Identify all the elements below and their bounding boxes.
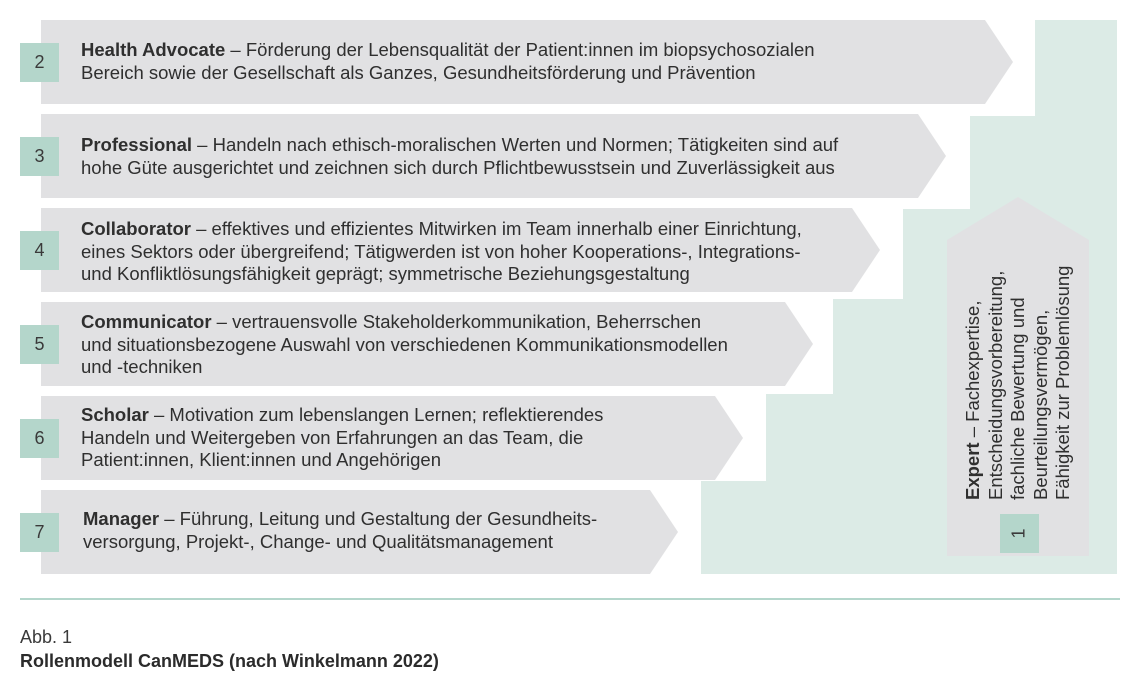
role-number-box bbox=[20, 137, 59, 176]
role-text-first: – effektives und effizientes Mitwirken im Team innerhalb einer Einrichtung, bbox=[190, 218, 802, 239]
expert-line-0: – Fachexpertise, bbox=[962, 300, 983, 443]
role-description bbox=[83, 508, 597, 553]
expert-line-3: Beurteilungsvermögen, bbox=[1029, 309, 1051, 500]
role-text-line bbox=[81, 134, 838, 157]
role-number-box bbox=[20, 513, 59, 552]
caption-divider bbox=[20, 598, 1120, 600]
role-text-line: versorgung, Projekt-, Change- und Qualitätsmanagement bbox=[83, 530, 553, 552]
role-text-line: Handeln und Weitergeben von Erfahrungen an das Team, die bbox=[81, 426, 584, 448]
role-text-line: hohe Güte ausgerichtet und zeichnen sich durch Pflichtbewusstsein und Zuverlässigkeit aus bbox=[81, 156, 835, 178]
role-name: Manager bbox=[83, 508, 160, 529]
expert-role-name: Expert bbox=[962, 442, 983, 500]
role-number: 7 bbox=[34, 521, 45, 542]
role-text-line bbox=[81, 39, 815, 62]
role-number-box bbox=[20, 419, 59, 458]
role-name: Collaborator bbox=[81, 218, 191, 239]
role-text-line bbox=[81, 311, 728, 334]
role-text-first: – Förderung der Lebensqualität der Patient:innen im biopsychosozialen bbox=[225, 39, 815, 60]
role-name: Scholar bbox=[81, 404, 149, 425]
role-name: Professional bbox=[81, 134, 193, 155]
role-description bbox=[81, 404, 603, 472]
role-name: Communicator bbox=[81, 311, 212, 332]
role-number: 3 bbox=[34, 145, 45, 166]
role-number-box bbox=[20, 325, 59, 364]
expert-text bbox=[962, 230, 1075, 500]
figure-label: Abb. 1 bbox=[20, 627, 73, 647]
role-name: Health Advocate bbox=[81, 39, 226, 60]
role-number-box bbox=[20, 43, 59, 82]
role-text-line: Patient:innen, Klient:innen und Angehörigen bbox=[81, 449, 442, 470]
role-text-line: eines Sektors oder übergreifend; Tätigwerden ist von hoher Kooperations-, Integrations- bbox=[81, 240, 801, 262]
role-text-line: und situationsbezogene Auswahl von verschiedenen Kommunikationsmodellen bbox=[81, 333, 728, 355]
role-text-first: – Führung, Leitung und Gestaltung der Gesundheits- bbox=[159, 508, 598, 529]
role-number: 2 bbox=[34, 51, 45, 72]
role-text-line bbox=[83, 508, 597, 531]
role-description bbox=[81, 39, 815, 84]
expert-line-4: Fähigkeit zur Problemlösung bbox=[1052, 265, 1073, 500]
role-description bbox=[81, 311, 728, 379]
role-text-first: – Handeln nach ethisch-moralischen Werten und Normen; Tätigkeiten sind auf bbox=[192, 134, 839, 155]
role-description bbox=[81, 134, 838, 179]
role-number: 5 bbox=[34, 333, 45, 354]
expert-line-1: Entscheidungsvorbereitung, bbox=[984, 270, 1006, 500]
role-text-line bbox=[81, 404, 603, 427]
role-text-line: und -techniken bbox=[81, 356, 203, 377]
expert-line-2: fachliche Bewertung und bbox=[1007, 297, 1028, 500]
role-text-line bbox=[81, 218, 802, 241]
role-text-line: und Konfliktlösungsfähigkeit geprägt; symmetrische Beziehungsgestaltung bbox=[81, 263, 690, 284]
role-number: 4 bbox=[34, 239, 45, 260]
role-number: 6 bbox=[34, 427, 45, 448]
role-text-first: – vertrauensvolle Stakeholderkommunikation, Beherrschen bbox=[211, 311, 702, 332]
expert-label-area bbox=[962, 230, 1082, 500]
role-description bbox=[81, 218, 802, 286]
role-text-line: Bereich sowie der Gesellschaft als Ganzes, Gesundheitsförderung und Prävention bbox=[81, 61, 756, 83]
role-text-first: – Motivation zum lebenslangen Lernen; reflektierendes bbox=[148, 404, 604, 425]
expert-number: 1 bbox=[1008, 528, 1029, 539]
figure-title: Rollenmodell CanMEDS (nach Winkelmann 2022) bbox=[20, 651, 439, 671]
role-number-box bbox=[20, 231, 59, 270]
expert-number-box bbox=[1000, 514, 1039, 553]
